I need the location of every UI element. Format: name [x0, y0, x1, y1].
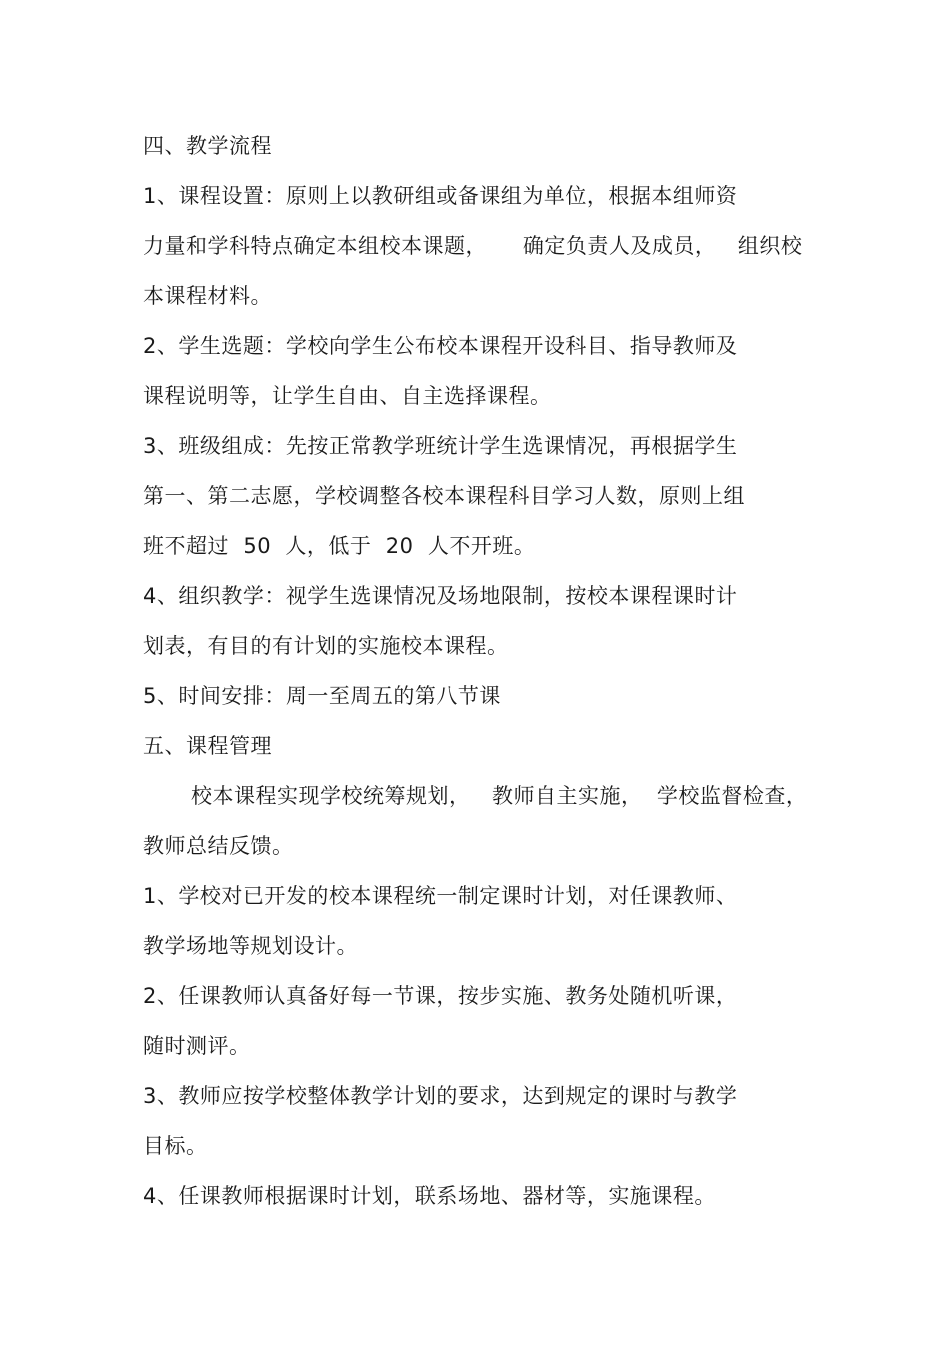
paragraph-line: 划表，有目的有计划的实施校本课程。 [143, 634, 509, 658]
paragraph-line: 本课程材料。 [143, 284, 272, 308]
paragraph-line: 4、任课教师根据课时计划，联系场地、器材等，实施课程。 [143, 1184, 716, 1208]
paragraph-line: 课程说明等，让学生自由、自主选择课程。 [143, 384, 552, 408]
paragraph-line: 1、学校对已开发的校本课程统一制定课时计划，对任课教师、 [143, 884, 738, 908]
paragraph-line: 3、教师应按学校整体教学计划的要求，达到规定的课时与教学 [143, 1084, 738, 1108]
section-heading: 五、课程管理 [143, 734, 272, 758]
paragraph-line: 2、学生选题：学校向学生公布校本课程开设科目、指导教师及 [143, 334, 738, 358]
paragraph-line: 班不超过 50 人，低于 20 人不开班。 [143, 534, 536, 558]
paragraph-line: 3、班级组成：先按正常教学班统计学生选课情况，再根据学生 [143, 434, 738, 458]
paragraph-line: 5、时间安排：周一至周五的第八节课 [143, 684, 501, 708]
section-heading: 四、教学流程 [143, 134, 272, 158]
paragraph-line: 目标。 [143, 1134, 208, 1158]
paragraph-line: 教学场地等规划设计。 [143, 934, 358, 958]
paragraph-line: 第一、第二志愿，学校调整各校本课程科目学习人数，原则上组 [143, 484, 745, 508]
paragraph-line: 2、任课教师认真备好每一节课，按步实施、教务处随机听课， [143, 984, 738, 1008]
paragraph-line: 教师总结反馈。 [143, 834, 294, 858]
paragraph-line: 4、组织教学：视学生选课情况及场地限制，按校本课程课时计 [143, 584, 738, 608]
paragraph-line: 1、课程设置：原则上以教研组或备课组为单位，根据本组师资 [143, 184, 738, 208]
paragraph-line: 随时测评。 [143, 1034, 251, 1058]
paragraph-line: 力量和学科特点确定本组校本课题， 确定负责人及成员， 组织校 [143, 234, 803, 258]
paragraph-line: 校本课程实现学校统筹规划， 教师自主实施， 学校监督检查， [191, 784, 808, 808]
